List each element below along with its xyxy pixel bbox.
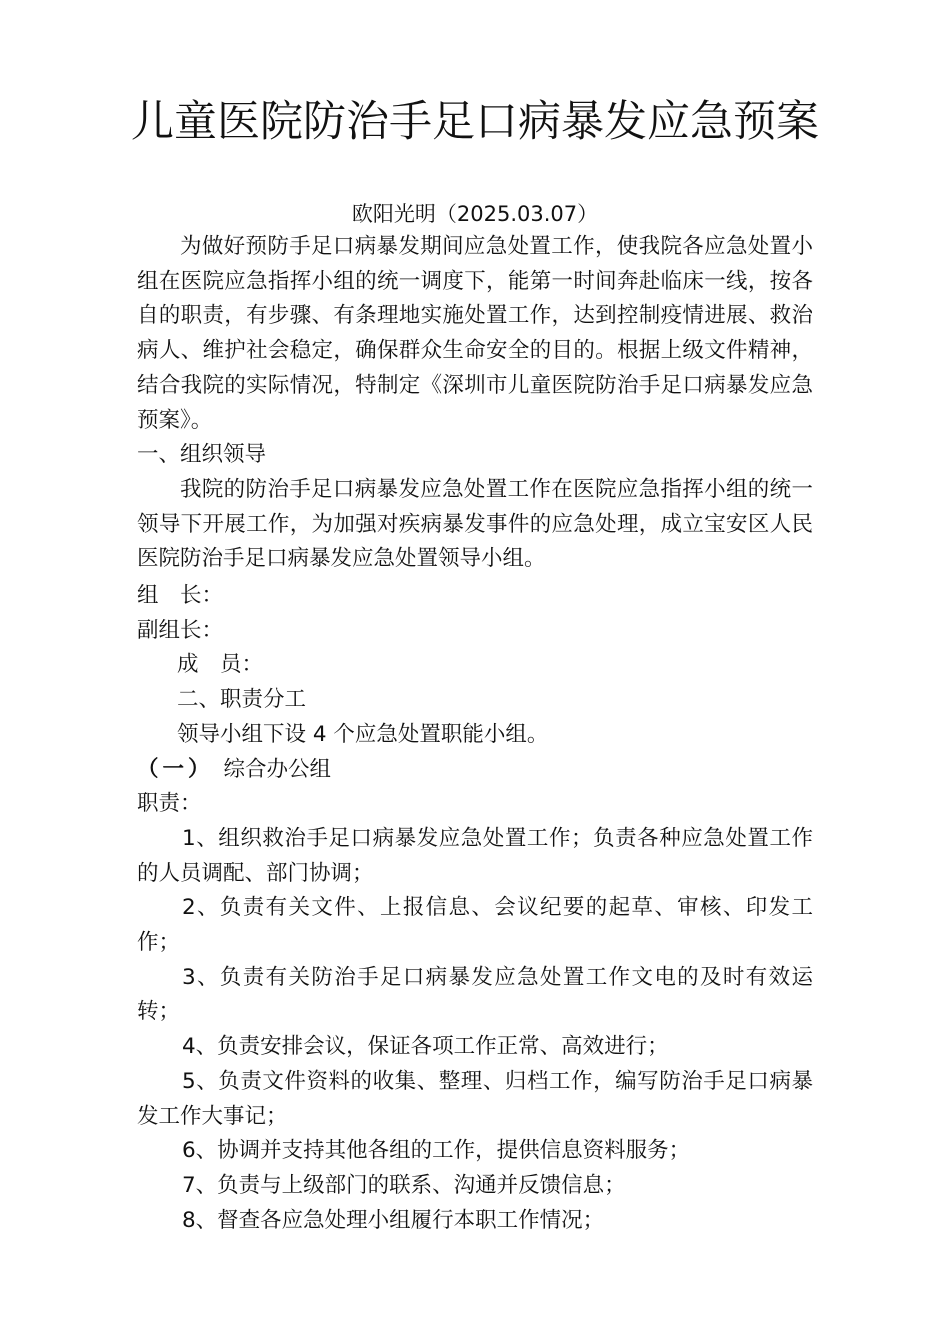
duty-item-2: 2、负责有关文件、上报信息、会议纪要的起草、审核、印发工作； — [137, 895, 813, 956]
duty-item-5: 5、负责文件资料的收集、整理、归档工作，编写防治手足口病暴发工作大事记； — [137, 1068, 813, 1129]
duty-item-1: 1、组织救治手足口病暴发应急处置工作；负责各种应急处置工作的人员调配、部门协调； — [137, 825, 813, 886]
roster-leader: 组 长： — [137, 583, 224, 609]
duties-label: 职责： — [137, 791, 202, 817]
section1-heading: 一、组织领导 — [137, 442, 267, 468]
document-title: 儿童医院防治手足口病暴发应急预案 — [131, 97, 819, 147]
intro-paragraph: 为做好预防手足口病暴发期间应急处置工作，使我院各应急处置小组在医院应急指挥小组的统一调度下，能第一时间奔赴临床一线，按各自的职责，有步骤、有条理地实施处置工作，达到控制疫情进展、救治病人、维护社会稳定，确保群众生命安全的目的。根据上级文件精神，结合我院的实际情况，特制定《深圳市儿童医院防治手足口病暴发应急预案》。 — [137, 234, 813, 433]
duty-item-3: 3、负责有关防治手足口病暴发应急处置工作文电的及时有效运转； — [137, 964, 813, 1025]
group1-heading — [137, 753, 813, 788]
roster-members: 成 员： — [177, 652, 264, 678]
section1-paragraph: 我院的防治手足口病暴发应急处置工作在医院应急指挥小组的统一领导下开展工作，为加强对疾病暴发事件的应急处理，成立宝安区人民医院防治手足口病暴发应急处置领导小组。 — [137, 476, 813, 572]
duty-item-6: 6、协调并支持其他各组的工作，提供信息资料服务； — [182, 1138, 691, 1164]
section2-heading: 二、职责分工 — [177, 687, 307, 713]
document-body — [137, 230, 813, 1238]
duty-item-4: 4、负责安排会议，保证各项工作正常、高效进行； — [182, 1034, 669, 1060]
duty-item-7: 7、负责与上级部门的联系、沟通并反馈信息； — [182, 1172, 626, 1198]
roster-deputy: 副组长： — [137, 617, 224, 643]
section2-intro: 领导小组下设 4 个应急处置职能小组。 — [177, 721, 549, 747]
group1-name: 综合办公组 — [223, 756, 332, 782]
author-line: 欧阳光明（2025.03.07） — [351, 202, 599, 226]
duty-item-8: 8、督查各应急处理小组履行本职工作情况； — [182, 1207, 605, 1233]
group1-number: （一） — [137, 756, 214, 782]
